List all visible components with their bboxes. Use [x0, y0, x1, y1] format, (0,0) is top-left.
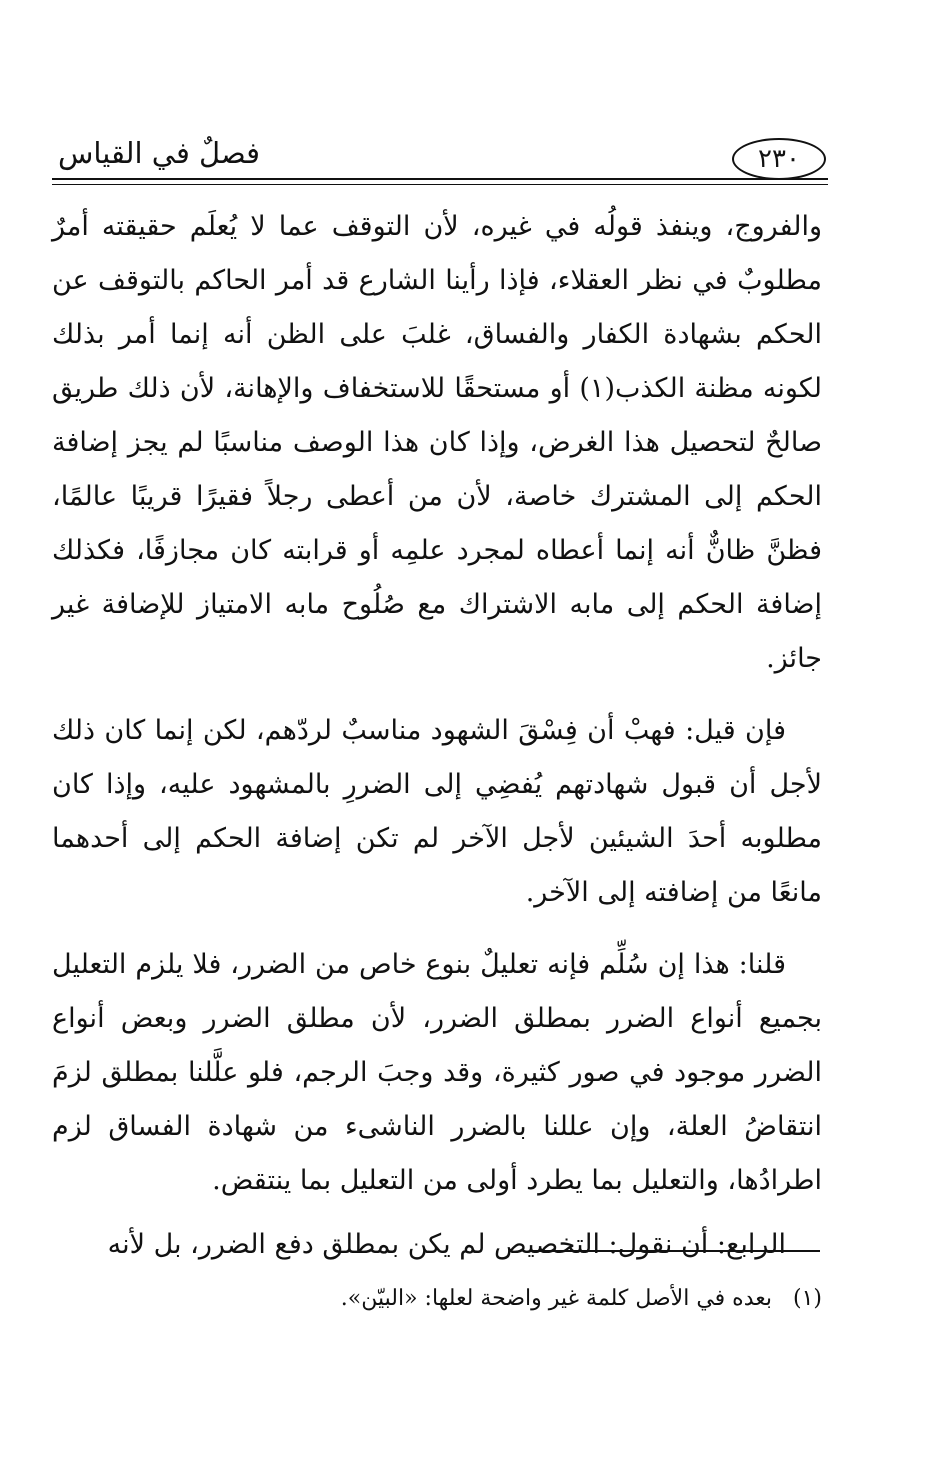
- header-rule-thin: [52, 184, 828, 185]
- footnote-rule: [530, 1250, 820, 1252]
- footnote: [52, 1282, 822, 1316]
- main-text: [52, 200, 822, 1272]
- running-title: فصلٌ في القياس: [58, 136, 260, 170]
- paragraph-2: فإن قيل: فهبْ أن فِسْقَ الشهود مناسبٌ لردّهم، لكن إنما كان ذلك لأجل أن قبول شهادتهم يُفضِي إلى الضررِ بالمشهود عليه، وإذا كان مطلوبه أحدَ الشيئين لأجل الآخر لم تكن إضافة الحكم إلى أحدهما مانعًا من إضافته إلى الآخر.: [52, 715, 822, 908]
- header-rule: [52, 178, 828, 180]
- paragraph-4: الرابع: أن نقول: التخصيص لم يكن بمطلق دفع الضرر، بل لأنه: [107, 1229, 786, 1260]
- paragraph-1: والفروج، وينفذ قولُه في غيره، لأن التوقف عما لا يُعلَم حقيقته أمرٌ مطلوبٌ في نظر العقلاء، فإذا رأينا الشارع قد أمر الحاكم بالتوقف عن الحكم بشهادة الكفار والفساق، غلبَ على الظن أنه إنما أمر بذلك لكونه مظنة الكذب(١) أو مستحقًا للاستخفاف والإهانة، لأن ذلك طريق صالحٌ لتحصيل هذا الغرض، وإذا كان هذا الوصف مناسبًا لم يجز إضافة الحكم إلى المشترك خاصة، لأن من أعطى رجلاً فقيرًا قريبًا عالمًا، فظنَّ ظانٌّ أنه إنما أعطاه لمجرد علمِه أو قرابته كان مجازفًا، فكذلك إضافة الحكم إلى مابه الاشتراك مع صُلُوح مابه الامتياز للإضافة غير جائز.: [52, 211, 822, 674]
- page-number: ٢٣٠: [732, 138, 826, 180]
- footnote-text: بعده في الأصل كلمة غير واضحة لعلها: «البيّن».: [340, 1286, 772, 1311]
- paragraph-3: قلنا: هذا إن سُلِّم فإنه تعليلٌ بنوع خاص من الضرر، فلا يلزم التعليل بجميع أنواع الضرر بمطلق الضرر، لأن مطلق الضرر وبعض أنواع الضرر موجود في صور كثيرة، وقد وجبَ الرجم، فلو علَّلنا بمطلق لزمَ انتقاضُ العلة، وإن عللنا بالضرر الناشىء من شهادة الفساق لزم اطرادُها، والتعليل بما يطرد أولى من التعليل بما ينتقض.: [52, 949, 822, 1196]
- footnote-number: (١): [792, 1286, 822, 1311]
